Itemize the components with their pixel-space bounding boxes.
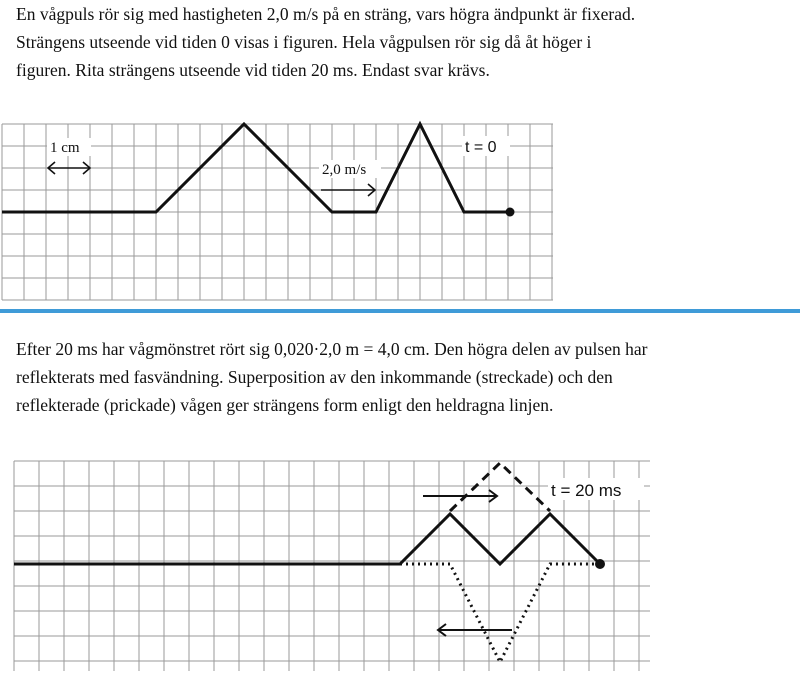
time-label: t = 20 ms [551,481,622,500]
time-label: t = 0 [465,139,497,156]
answer-text [16,335,796,419]
question-line: figuren. Rita strängens utseende vid tiden 20 ms. Endast svar krävs. [16,60,490,80]
fixed-endpoint [595,559,605,569]
question-line: Strängens utseende vid tiden 0 visas i figuren. Hela vågpulsen rör sig då åt höger i [16,32,592,52]
answer-line: reflekterats med fasvändning. Superposition av den inkommande (streckade) och den [16,367,613,387]
question-line: En vågpuls rör sig med hastigheten 2,0 m/s på en sträng, vars högra ändpunkt är fixerad. [16,4,636,24]
fixed-endpoint [506,208,515,217]
figure-t0 [0,118,800,303]
resulting-string [14,514,600,564]
reflected-direction-arrow [438,624,512,636]
speed-label: 2,0 m/s [322,162,367,178]
question-text [16,0,796,84]
reflected-wave-dotted [400,564,600,662]
figure-t20ms [0,456,800,673]
scale-label: 1 cm [50,140,80,156]
answer-line: reflekterade (prickade) vågen ger strängens form enligt den heldragna linjen. [16,395,554,415]
incoming-direction-arrow [423,490,497,502]
answer-line: Efter 20 ms har vågmönstret rört sig 0,020·2,0 m = 4,0 cm. Den högra delen av pulsen har [16,339,648,359]
incoming-wave-dashed [450,463,550,511]
section-divider [0,309,800,313]
scale-arrow [48,162,90,174]
velocity-arrow [321,184,375,196]
